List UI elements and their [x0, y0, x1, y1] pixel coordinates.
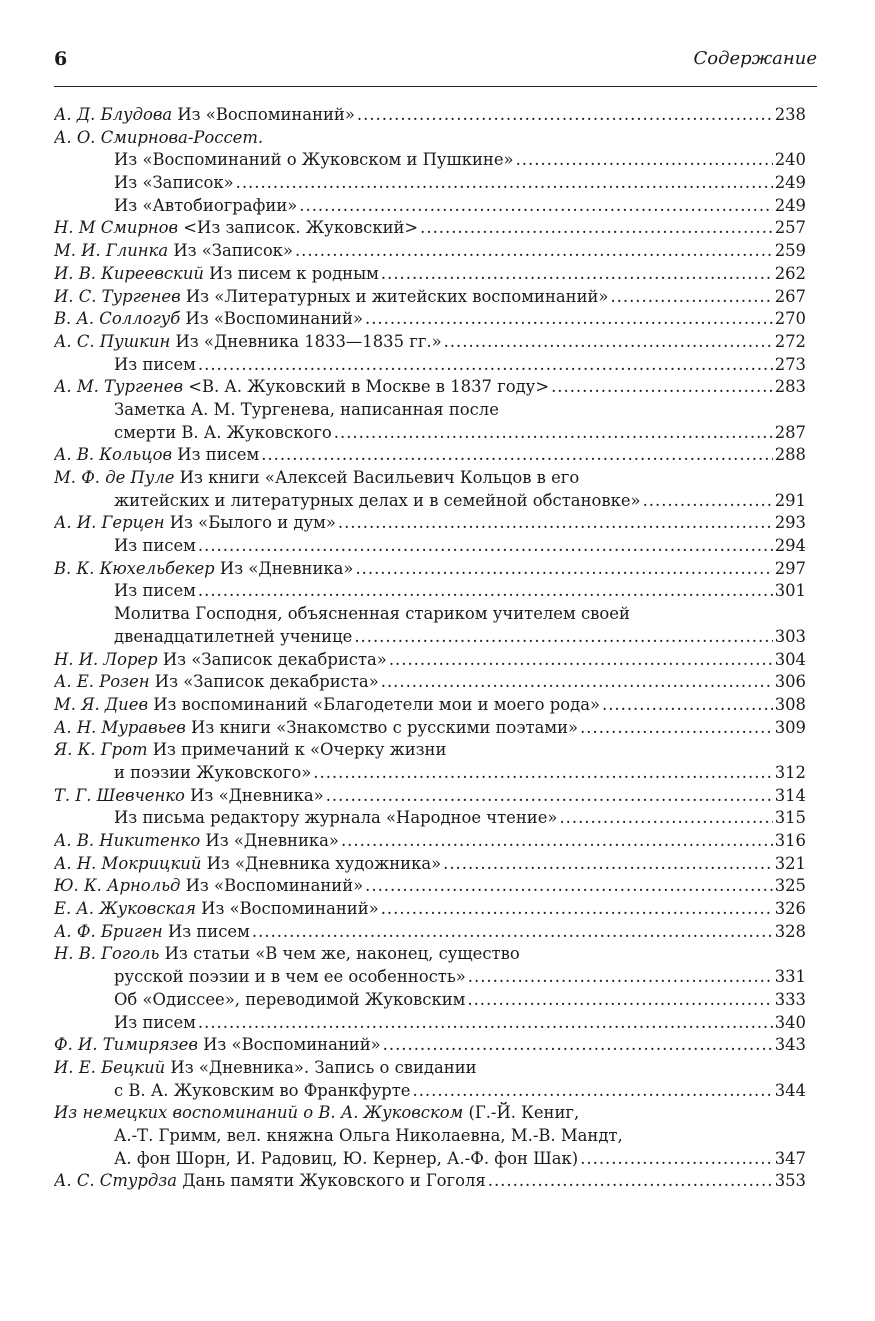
toc-entry [54, 580, 806, 603]
toc-entry-text [54, 671, 379, 694]
dot-leader [412, 1080, 772, 1103]
dot-leader [551, 376, 773, 399]
dot-leader [580, 1148, 773, 1171]
toc-title: Из воспоминаний «Благодетели мои и моего рода» [147, 694, 600, 714]
toc-entry [54, 1125, 806, 1148]
toc-entry-text [54, 104, 355, 127]
toc-author: Я. К. Грот [54, 740, 148, 760]
toc-title: Из «Воспоминаний» [180, 876, 364, 896]
header-rule [54, 86, 817, 87]
toc-page-number: 316 [774, 831, 806, 850]
toc-entry-text [54, 376, 549, 399]
toc-author: А. Е. Розен [54, 672, 150, 692]
toc-title: русской поэзии и в чем ее особенность» [114, 967, 466, 987]
toc-title: Из «Воспоминаний о Жуковском и Пушкине» [114, 150, 514, 170]
toc-title: <Из записок. Жуковский> [178, 218, 419, 238]
toc-entry-text [114, 1012, 196, 1035]
toc-author: М. Я. Диев [54, 694, 148, 714]
toc-author: А. О. Смирнова-Россет. [54, 127, 264, 147]
dot-leader [381, 263, 773, 286]
dot-leader [468, 966, 773, 989]
toc-title: Из «Записок декабриста» [157, 649, 387, 669]
toc-author: Е. А. Жуковская [54, 899, 196, 919]
dot-leader [443, 853, 773, 876]
toc-entry-text [54, 717, 578, 740]
toc-entry-text [114, 399, 499, 422]
toc-title: Из «Дневника художника» [201, 853, 442, 873]
toc-title: Из «Воспоминаний» [172, 105, 355, 124]
toc-title: А. фон Шорн, И. Радовиц, Ю. Кернер, А.-Ф. фон Шак) [114, 1148, 579, 1168]
dot-leader [355, 558, 772, 581]
toc-entry [54, 830, 806, 853]
toc-author: М. И. Глинка [54, 241, 169, 261]
toc-page-number: 291 [774, 490, 806, 510]
toc-title: Дань памяти Жуковского и Гоголя [176, 1171, 486, 1191]
toc-page-number: 321 [774, 853, 806, 873]
toc-page-number: 340 [774, 1012, 806, 1032]
toc-page-number: 308 [774, 694, 806, 714]
toc-author: А. С. Стурдза [54, 1171, 177, 1191]
toc-title: Из «Дневника». Запись о свидании [165, 1057, 477, 1077]
toc-page-number: 326 [774, 899, 806, 919]
toc-title: Из «Записок декабриста» [149, 672, 379, 692]
toc-entry-text [54, 512, 336, 535]
toc-title: двенадцатилетней ученице [114, 626, 353, 646]
toc-entry-text [114, 603, 630, 626]
toc-author: Н. И. Лорер [54, 649, 158, 669]
toc-entry [54, 717, 806, 740]
toc-author: И. С. Тургенев [54, 286, 181, 306]
dot-leader [365, 308, 773, 331]
toc-title: Из статьи «В чем же, наконец, существо [159, 944, 520, 964]
dot-leader [559, 807, 772, 830]
toc-title: Из «Дневника» [214, 558, 354, 578]
toc-entry [54, 989, 806, 1012]
toc-entry [54, 943, 806, 966]
toc-entry-text [54, 263, 379, 286]
toc-entry-text [54, 127, 263, 150]
toc-entry-text [54, 898, 379, 921]
toc-entry-text [54, 1057, 477, 1080]
toc-entry-text [54, 830, 339, 853]
dot-leader [365, 875, 773, 898]
toc-title: Из писем [172, 445, 260, 465]
toc-entry-text [54, 853, 441, 876]
toc-entry [54, 127, 806, 150]
toc-entry [54, 1170, 806, 1193]
toc-entry [54, 263, 806, 286]
toc-title: смерти В. А. Жуковского [114, 422, 332, 442]
toc-entry-text [54, 785, 324, 808]
toc-entry-text [114, 762, 311, 785]
toc-page-number: 343 [774, 1035, 806, 1055]
toc-page-number: 344 [774, 1080, 806, 1100]
toc-entry [54, 694, 806, 717]
toc-entry [54, 898, 806, 921]
dot-leader [354, 626, 772, 649]
toc-entry [54, 626, 806, 649]
toc-page-number: 331 [774, 967, 806, 987]
toc-entry [54, 853, 806, 876]
toc-entry-text [114, 580, 196, 603]
toc-author: М. Ф. де Пуле [54, 468, 175, 487]
toc-title: и поэзии Жуковского» [114, 762, 312, 782]
toc-entry [54, 399, 806, 422]
toc-page-number: 283 [774, 377, 806, 397]
toc-entry-text [54, 286, 608, 309]
toc-author: Из немецких воспоминаний о В. А. Жуковском [54, 1103, 464, 1123]
toc-title: Из «Дневника» [200, 831, 339, 850]
toc-page-number: 287 [774, 422, 806, 442]
toc-author: Т. Г. Шевченко [54, 785, 185, 805]
toc-title: с В. А. Жуковским во Франкфурте [114, 1080, 411, 1100]
dot-leader [252, 921, 773, 944]
toc-entry [54, 807, 806, 830]
toc-page-number: 249 [774, 173, 806, 193]
toc-page-number: 304 [774, 649, 806, 669]
dot-leader [236, 172, 773, 195]
toc-page-number: 325 [774, 876, 806, 896]
toc-author: А. И. Герцен [54, 513, 165, 533]
toc-entry [54, 286, 806, 309]
toc-author: А. Н. Мокрицкий [54, 853, 202, 873]
toc-entry [54, 240, 806, 263]
dot-leader [643, 490, 773, 513]
toc-title: Из писем [114, 581, 196, 601]
toc-entry-text [54, 943, 520, 966]
dot-leader [299, 195, 772, 218]
toc-entry-text [114, 626, 352, 649]
dot-leader [420, 217, 773, 240]
toc-entry [54, 649, 806, 672]
toc-entry [54, 1148, 806, 1171]
toc-entry [54, 558, 806, 581]
toc-title: Из «Дневника» [184, 785, 324, 805]
toc-author: В. А. Соллогуб [54, 309, 181, 329]
toc-title: Из примечаний к «Очерку жизни [147, 740, 447, 760]
toc-title: Из писем [114, 536, 196, 556]
toc-page-number: 240 [774, 150, 806, 170]
toc-entry-text [54, 921, 250, 944]
toc-entry [54, 354, 806, 377]
toc-author: Ф. И. Тимирязев [54, 1035, 198, 1055]
toc-page-number: 273 [774, 354, 806, 374]
toc-entry-text [54, 444, 259, 467]
toc-entry [54, 785, 806, 808]
toc-entry-text [54, 217, 418, 240]
toc-entry-text [114, 535, 196, 558]
dot-leader [516, 149, 773, 172]
toc-title: Из писем [114, 354, 196, 374]
toc-page-number: 249 [774, 195, 806, 215]
toc-entry [54, 422, 806, 445]
toc-entry-text [114, 807, 557, 830]
toc-entry [54, 603, 806, 626]
toc-entry [54, 1012, 806, 1035]
toc-entry-text [54, 649, 387, 672]
toc-entry [54, 921, 806, 944]
toc-page-number: 347 [774, 1148, 806, 1168]
toc-entry-text [114, 1080, 410, 1103]
toc-entry [54, 1034, 806, 1057]
toc-title: Из «Воспоминаний» [197, 1035, 381, 1055]
toc-author: А. М. Тургенев [54, 377, 183, 397]
toc-page-number: 314 [774, 785, 806, 805]
toc-page-number: 257 [774, 218, 806, 238]
toc-entry [54, 1057, 806, 1080]
toc-page-number: 303 [774, 626, 806, 646]
dot-leader [610, 286, 772, 309]
dot-leader [383, 1034, 773, 1057]
dot-leader [580, 717, 773, 740]
toc-page-number: 272 [774, 331, 806, 351]
dot-leader [602, 694, 773, 717]
toc-page-number: 306 [774, 672, 806, 692]
toc-title: Из «Воспоминаний» [180, 309, 363, 329]
toc-title: Из «Воспоминаний» [195, 899, 379, 919]
toc-entry [54, 467, 806, 490]
dot-leader [198, 535, 773, 558]
dot-leader [444, 331, 773, 354]
table-of-contents [54, 104, 806, 1193]
toc-page-number: 328 [774, 921, 806, 941]
toc-title: А.-Т. Гримм, вел. княжна Ольга Николаевна, М.-В. Мандт, [114, 1125, 623, 1145]
toc-entry-text [54, 875, 363, 898]
toc-author: В. К. Кюхельбекер [54, 558, 215, 578]
toc-author: А. В. Кольцов [54, 445, 173, 465]
toc-author: А. Д. Блудова [54, 105, 173, 124]
toc-entry-text [54, 1034, 381, 1057]
toc-page-number: 238 [774, 105, 806, 124]
toc-entry-text [54, 331, 442, 354]
toc-title: Из книги «Алексей Васильевич Кольцов в его [174, 468, 580, 487]
toc-entry-text [54, 694, 600, 717]
toc-entry [54, 966, 806, 989]
toc-page-number: 297 [774, 558, 806, 578]
toc-entry [54, 875, 806, 898]
toc-title: Из «Литературных и житейских воспоминаний» [180, 286, 609, 306]
toc-entry-text [54, 739, 446, 762]
toc-title: Из «Записок» [168, 241, 293, 261]
toc-entry-text [114, 989, 465, 1012]
toc-entry [54, 535, 806, 558]
toc-entry-text [114, 172, 234, 195]
toc-entry [54, 444, 806, 467]
toc-entry [54, 490, 806, 513]
toc-title: Из писем к родным [203, 263, 379, 283]
toc-entry-text [114, 490, 641, 513]
dot-leader [326, 785, 773, 808]
toc-entry-text [54, 558, 353, 581]
dot-leader [467, 989, 772, 1012]
toc-title: Из «Записок» [114, 173, 234, 193]
dot-leader [261, 444, 773, 467]
toc-entry-text [114, 195, 297, 218]
toc-title: (Г.-Й. Кениг, [463, 1103, 580, 1123]
toc-title: Молитва Господня, объясненная стариком учителем своей [114, 604, 630, 624]
toc-entry [54, 149, 806, 172]
toc-entry-text [114, 966, 466, 989]
toc-title: Из писем [114, 1012, 196, 1032]
page-number: 6 [54, 48, 68, 70]
toc-author: А. С. Пушкин [54, 331, 171, 351]
toc-entry-text [54, 467, 579, 490]
toc-page-number: 294 [774, 536, 806, 556]
toc-entry [54, 671, 806, 694]
toc-page-number: 288 [774, 445, 806, 465]
running-title: Содержание [693, 48, 817, 69]
toc-entry [54, 376, 806, 399]
page-header [54, 48, 817, 78]
toc-page-number: 333 [774, 989, 806, 1009]
dot-leader [357, 104, 773, 127]
toc-title: Из писем [162, 921, 250, 941]
dot-leader [341, 830, 773, 853]
toc-author: А. Ф. Бриген [54, 921, 163, 941]
toc-entry-text [114, 149, 514, 172]
toc-entry-text [54, 240, 293, 263]
toc-author: Н. В. Гоголь [54, 944, 160, 964]
toc-entry-text [54, 308, 363, 331]
toc-author: И. В. Киреевский [54, 263, 204, 283]
toc-entry-text [114, 354, 196, 377]
dot-leader [198, 1012, 773, 1035]
toc-entry [54, 217, 806, 240]
toc-title: Из книги «Знакомство с русскими поэтами» [185, 717, 579, 737]
dot-leader [389, 649, 773, 672]
toc-entry [54, 1102, 806, 1125]
toc-entry [54, 512, 806, 535]
toc-page-number: 353 [774, 1171, 806, 1191]
toc-entry [54, 195, 806, 218]
dot-leader [198, 354, 773, 377]
toc-title: житейских и литературных делах и в семейной обстановке» [114, 490, 641, 510]
dot-leader [198, 580, 773, 603]
toc-title: Заметка А. М. Тургенева, написанная после [114, 399, 499, 419]
toc-page-number: 309 [774, 717, 806, 737]
dot-leader [313, 762, 772, 785]
toc-entry-text [54, 1102, 579, 1125]
toc-author: А. Н. Муравьев [54, 717, 186, 737]
toc-entry [54, 172, 806, 195]
toc-title: <В. А. Жуковский в Москве в 1837 году> [183, 377, 550, 397]
toc-entry [54, 739, 806, 762]
toc-entry-text [114, 1125, 623, 1148]
toc-title: Об «Одиссее», переводимой Жуковским [114, 989, 466, 1009]
toc-page-number: 301 [774, 581, 806, 601]
toc-page-number: 270 [774, 309, 806, 329]
toc-entry [54, 331, 806, 354]
dot-leader [381, 671, 773, 694]
toc-page-number: 262 [774, 263, 806, 283]
toc-author: А. В. Никитенко [54, 831, 201, 850]
toc-title: Из письма редактору журнала «Народное чтение» [114, 808, 558, 828]
toc-author: Ю. К. Арнольд [54, 876, 181, 896]
toc-entry [54, 762, 806, 785]
toc-page-number: 315 [774, 808, 806, 828]
toc-author: Н. М Смирнов [54, 218, 179, 238]
toc-page-number: 259 [774, 241, 806, 261]
toc-entry-text [114, 422, 332, 445]
dot-leader [338, 512, 773, 535]
dot-leader [381, 898, 773, 921]
toc-title: Из «Былого и дум» [164, 513, 336, 533]
toc-entry-text [114, 1148, 578, 1171]
toc-title: Из «Автобиографии» [114, 195, 298, 215]
toc-page-number: 312 [774, 762, 806, 782]
toc-entry [54, 104, 806, 127]
toc-entry [54, 1080, 806, 1103]
toc-title: Из «Дневника 1833—1835 гг.» [170, 331, 442, 351]
dot-leader [295, 240, 773, 263]
toc-entry [54, 308, 806, 331]
toc-entry-text [54, 1170, 486, 1193]
toc-page-number: 293 [774, 513, 806, 533]
dot-leader [334, 422, 773, 445]
dot-leader [488, 1170, 773, 1193]
toc-page-number: 267 [774, 286, 806, 306]
toc-author: И. Е. Бецкий [54, 1057, 166, 1077]
